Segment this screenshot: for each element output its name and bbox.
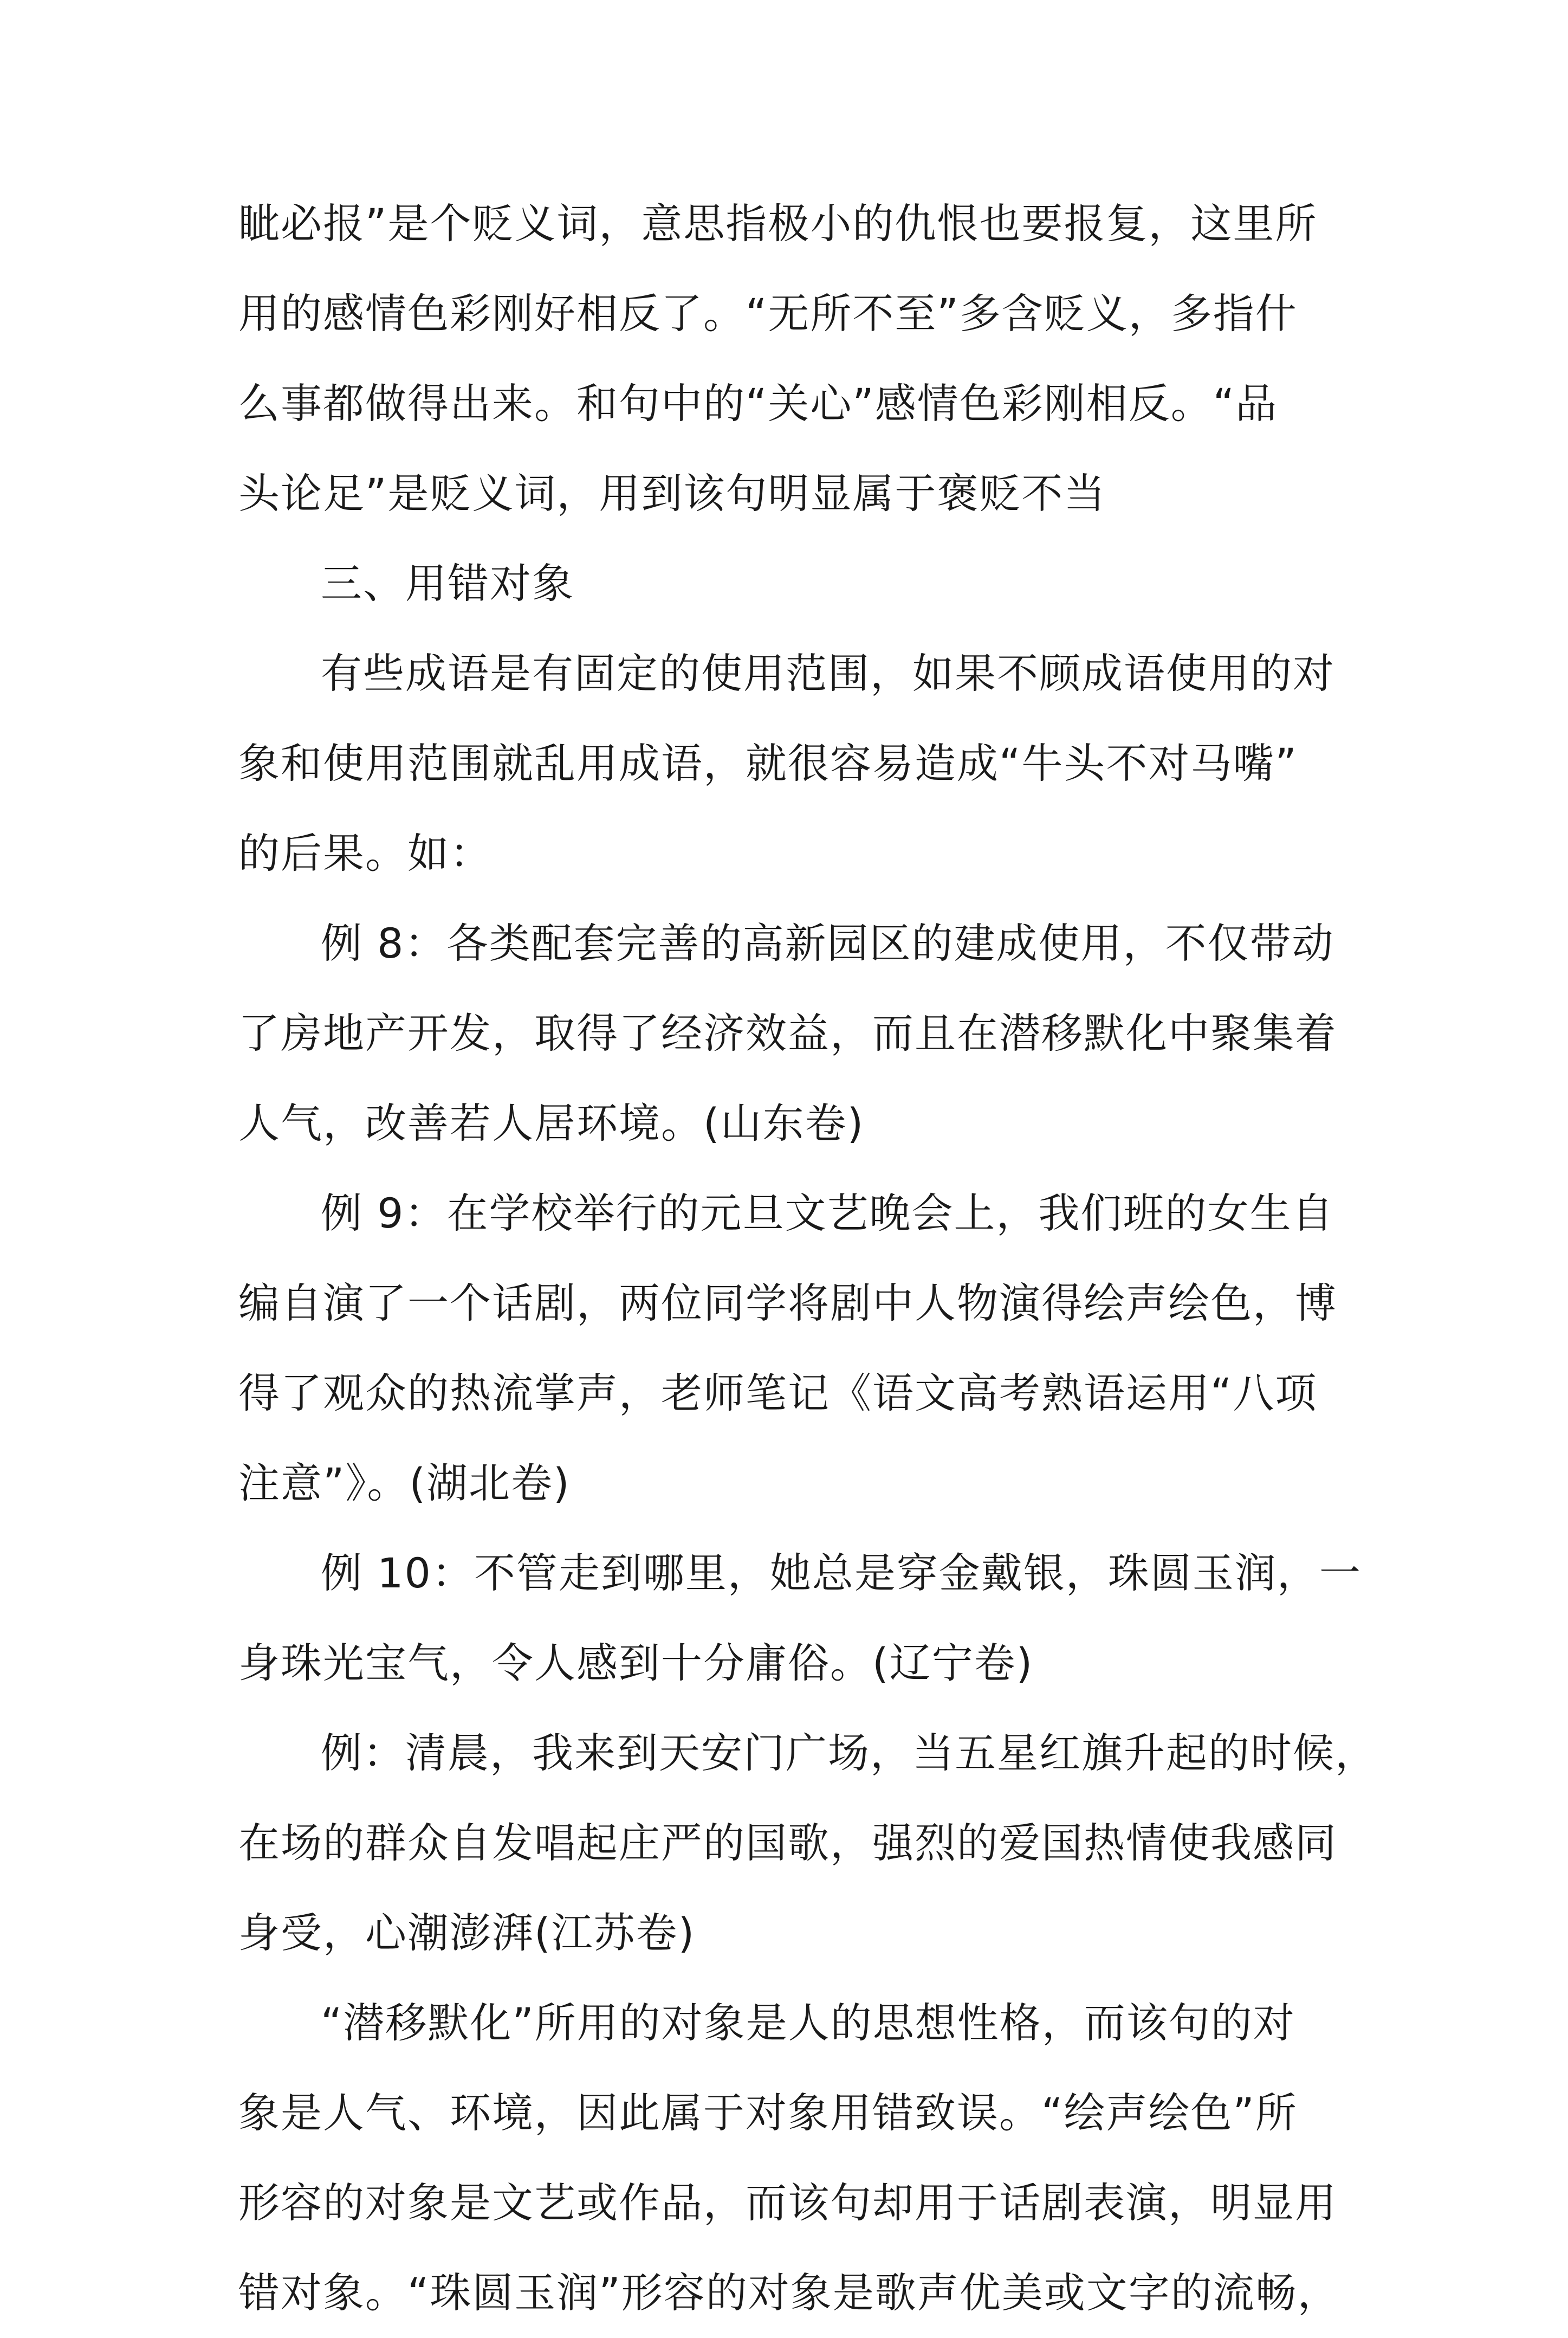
text-line: 的后果。如： bbox=[238, 829, 492, 877]
example-jiangsu: 例：清晨，我来到天安门广场，当五星红旗升起的时候， bbox=[321, 1729, 1377, 1777]
example-10: 例 10：不管走到哪里，她总是穿金戴银，珠圆玉润，一 bbox=[321, 1549, 1362, 1597]
text-line: 眦必报”是个贬义词，意思指极小的仇恨也要报复，这里所 bbox=[238, 199, 1318, 248]
text-line: 用的感情色彩刚好相反了。“无所不至”多含贬义，多指什 bbox=[238, 289, 1298, 338]
text-line: 了房地产开发，取得了经济效益，而且在潜移默化中聚集着 bbox=[238, 1009, 1337, 1057]
text-line: 头论足”是贬义词，用到该句明显属于褒贬不当 bbox=[238, 469, 1106, 518]
text-line: 么事都做得出来。和句中的“关心”感情色彩刚相反。“品 bbox=[238, 379, 1278, 428]
text-line: 形容的对象是文艺或作品，而该句却用于话剧表演，明显用 bbox=[238, 2179, 1337, 2227]
body-text bbox=[238, 179, 1377, 2338]
text-line: 编自演了一个话剧，两位同学将剧中人物演得绘声绘色，博 bbox=[238, 1279, 1337, 1327]
text-line: 错对象。“珠圆玉润”形容的对象是歌声优美或文字的流畅， bbox=[238, 2269, 1340, 2317]
section-heading: 三、用错对象 bbox=[321, 559, 574, 608]
paragraph-start: 有些成语是有固定的使用范围，如果不顾成语使用的对 bbox=[321, 649, 1335, 697]
text-line: 人气，改善若人居环境。(山东卷) bbox=[238, 1099, 865, 1147]
text-line: 得了观众的热流掌声，老师笔记《语文高考熟语运用“八项 bbox=[238, 1369, 1318, 1417]
text-line: 象和使用范围就乱用成语，就很容易造成“牛头不对马嘴” bbox=[238, 739, 1298, 787]
text-line: 身珠光宝气，令人感到十分庸俗。(辽宁卷) bbox=[238, 1639, 1034, 1687]
analysis-paragraph: “潜移默化”所用的对象是人的思想性格，而该句的对 bbox=[321, 1999, 1295, 2047]
text-line: 注意”》。(湖北卷) bbox=[238, 1459, 571, 1507]
example-8: 例 8：各类配套完善的高新园区的建成使用，不仅带动 bbox=[321, 919, 1334, 967]
text-line: 象是人气、环境，因此属于对象用错致误。“绘声绘色”所 bbox=[238, 2089, 1298, 2137]
text-line: 在场的群众自发唱起庄严的国歌，强烈的爱国热情使我感同 bbox=[238, 1819, 1337, 1867]
text-line: 身受，心潮澎湃(江苏卷) bbox=[238, 1909, 696, 1957]
example-9: 例 9：在学校举行的元旦文艺晚会上，我们班的女生自 bbox=[321, 1189, 1334, 1237]
